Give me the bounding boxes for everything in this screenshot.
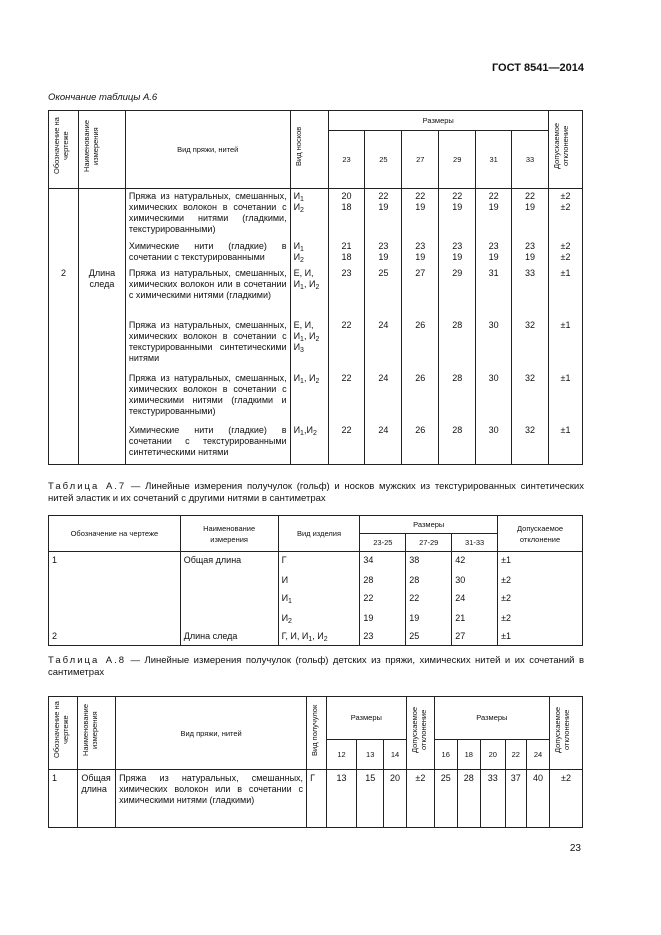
col-measure-header: Наименование измерения [78, 111, 125, 189]
col-yarn-header: Вид пряжи, нитей [125, 111, 290, 189]
measure-cell: Длина следа [78, 268, 125, 320]
standard-header: ГОСТ 8541—2014 [491, 62, 584, 74]
col-tolerance-header: Допускаемое отклонение [550, 697, 583, 770]
size-header: 23-25 [360, 534, 406, 552]
col-yarn-header: Вид пряжи, нитей [116, 697, 307, 770]
size-header: 29 [439, 131, 476, 189]
col-measure-header: Наименование измерения [180, 516, 278, 552]
size-header: 31 [476, 131, 512, 189]
size-header: 33 [512, 131, 549, 189]
sizes-header: Размеры [328, 111, 548, 131]
size-header: 14 [384, 739, 407, 769]
designation-cell: 2 [49, 268, 79, 320]
sizes-header: Размеры [326, 697, 407, 740]
size-header: 13 [357, 739, 384, 769]
size-header: 12 [326, 739, 357, 769]
size-header: 24 [526, 739, 549, 769]
table-row: $И_1$ 22 22 24 ±2 [49, 588, 583, 608]
size-header: 31-33 [452, 534, 498, 552]
table-a6-continuation-caption: Окончание таблицы А.6 [48, 92, 158, 103]
table-row: Пряжа из натуральных, смешанных, химических волокон в сочетании с химическими нитями (гладкими, текстурированными) $И_1$ $И_2$ 20 18 22 19 22 19 22 19 22 19 22 19 ±2 ±2 [49, 189, 583, 241]
table-row: Химические нити (гладкие) в сочетании с текстурированными синтетическими нитями $И_1,И_2$ 22 24 26 28 30 32 ±1 [49, 425, 583, 465]
size-header: 25 [365, 131, 402, 189]
size-header: 16 [434, 739, 457, 769]
sizes-header: Размеры [360, 516, 498, 534]
col-measure-header: Наименование измерения [78, 697, 116, 770]
sizes-header: Размеры [434, 697, 549, 740]
col-tolerance-header: Допускаемое отклонение [407, 697, 435, 770]
table-row: $И_2$ 19 19 21 ±2 [49, 608, 583, 628]
col-kind-header: Вид получулок [307, 697, 326, 770]
col-sock-kind-header: Вид носков [290, 111, 328, 189]
table-row: 1 Общая длина Г 34 38 42 ±1 [49, 552, 583, 570]
table-a7-caption: Таблица А.7 — Линейные измерения получулок (гольф) и носков мужских из текстурированных синтетических нитей эластик и их сочетаний с другими нитями в сантиметрах [48, 481, 584, 504]
table-row: 1 Общая длина Пряжа из натуральных, смешанных, химических волокон или в сочетании с химическими нитями (гладкими) Г 13 15 20 ±2 25 28 33 37 40 ±2 [49, 770, 583, 828]
table-a7 [48, 515, 583, 646]
table-row: Пряжа из натуральных, смешанных, химических волокон в сочетании с химическими нитями (гладкими и текстурированными) $И_1$, $И_2$ 22 24 26 28 30 32 ±1 [49, 373, 583, 425]
col-designation-header: Обозначение на чертеже [49, 516, 181, 552]
table-row: И 28 28 30 ±2 [49, 570, 583, 588]
size-header: 22 [505, 739, 526, 769]
size-header: 23 [328, 131, 365, 189]
col-kind-header: Вид изделия [278, 516, 360, 552]
col-tolerance-header: Допускаемое отклонение [498, 516, 583, 552]
table-a6 [48, 110, 583, 465]
table-a8 [48, 696, 583, 828]
col-designation-header: Обозначение на чертеже [49, 697, 78, 770]
table-row: Химические нити (гладкие) в сочетании с текстурированными $И_1$ $И_2$ 21 18 23 19 23 19 23 19 23 19 23 19 ±2 ±2 [49, 241, 583, 268]
col-tolerance-header: Допускаемое отклонение [548, 111, 582, 189]
size-header: 18 [457, 739, 480, 769]
table-row: 2 Длина следа Г, И, $И_1$, $И_2$ 23 25 27 ±1 [49, 628, 583, 646]
size-header: 27-29 [406, 534, 452, 552]
table-row: 2 Длина следа Пряжа из натуральных, смешанных, химических волокон или в сочетании с химическими нитями (гладкими) Е, И, $И_1$, $И_2$ 23 25 27 29 31 33 ±1 [49, 268, 583, 320]
table-row: Пряжа из натуральных, смешанных, химических волокон в сочетании с текстурированными синтетическими нитями Е, И, $И_1$, $И_2$ $И_3$ 22 24 26 28 30 32 ±1 [49, 320, 583, 373]
col-designation-header: Обозначение на чертеже [49, 111, 79, 189]
page-number: 23 [569, 843, 581, 854]
size-header: 20 [480, 739, 505, 769]
table-a8-caption: Таблица А.8 — Линейные измерения получулок (гольф) детских из пряжи, химических нитей и их сочетаний в сантиметрах [48, 655, 584, 678]
size-header: 27 [402, 131, 439, 189]
